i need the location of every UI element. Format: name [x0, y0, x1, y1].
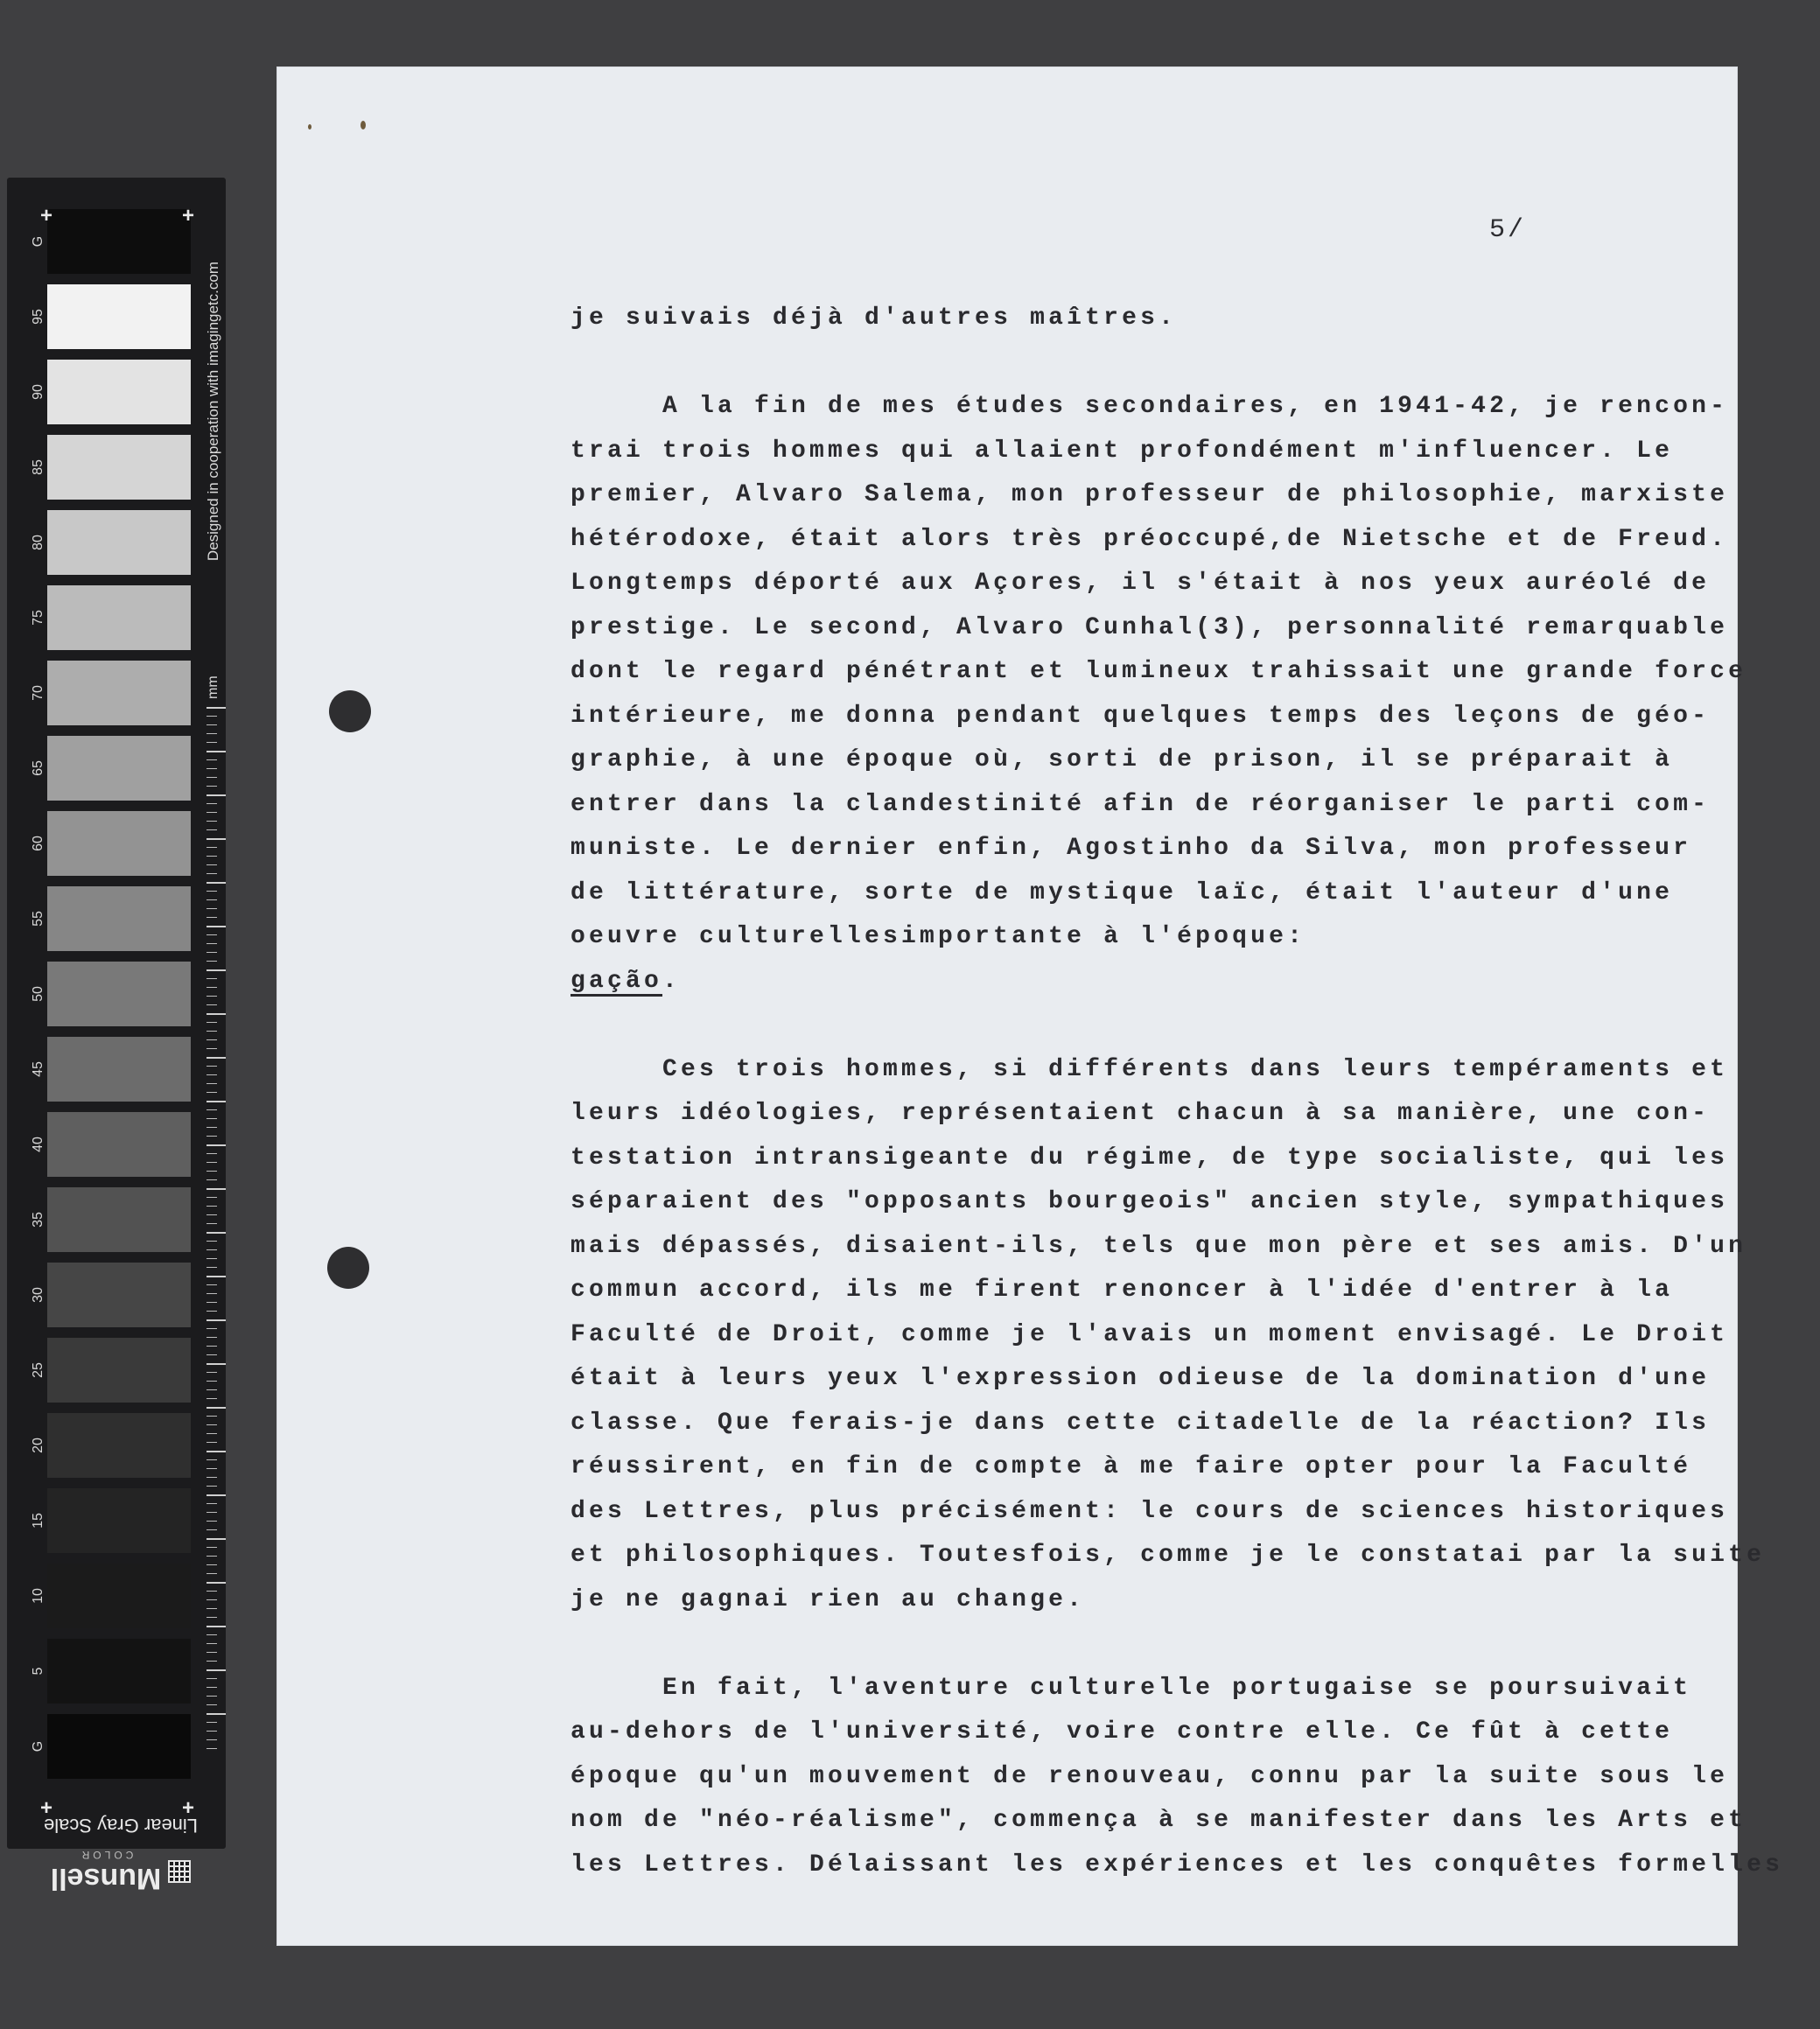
scale-number: 30 [31, 1287, 46, 1303]
text-line: classe. Que ferais-je dans cette citadelle de la réaction? Ils [570, 1409, 1711, 1437]
scale-number: 85 [31, 459, 46, 475]
scale-number: G [31, 1740, 46, 1753]
text-line: leurs idéologies, représentaient chacun à sa manière, une con- [570, 1100, 1711, 1127]
text-line: A la fin de mes études secondaires, en 1941-42, je rencon- [570, 393, 1729, 420]
scale-number: 80 [31, 535, 46, 550]
scale-number: 20 [31, 1438, 46, 1453]
munsell-brand [33, 1849, 208, 1895]
text-line: de littérature, sorte de mystique laïc, était l'auteur d'une [570, 878, 1674, 906]
gray-patch [47, 1263, 191, 1327]
gray-patch [47, 811, 191, 876]
gray-patch [47, 1187, 191, 1252]
text-line: et philosophiques. Toutesfois, comme je le constatai par la suite [570, 1542, 1766, 1569]
document-body [570, 297, 1784, 1887]
text-line: oeuvre culturellesimportante à l'époque: [570, 923, 1325, 950]
gray-patch [47, 1639, 191, 1704]
mm-ruler [206, 707, 226, 1757]
text-line: je suivais déjà d'autres maîtres. [570, 304, 1178, 332]
scale-number: 25 [31, 1362, 46, 1378]
plus-mark: + [182, 204, 195, 227]
scale-number: 70 [31, 685, 46, 701]
text-line: commun accord, ils me firent renoncer à l'idée d'entrer à la [570, 1277, 1674, 1304]
underlined-title-continued: gação [570, 967, 663, 995]
mm-label: mm [206, 675, 220, 699]
gray-patch [47, 1413, 191, 1478]
scale-number: 5 [31, 1667, 46, 1676]
scale-number: 50 [31, 986, 46, 1002]
text-line: trai trois hommes qui allaient profondément m'influencer. Le [570, 437, 1674, 465]
text-line: testation intransigeante du régime, de type socialiste, qui les [570, 1144, 1729, 1172]
scale-number: 45 [31, 1061, 46, 1077]
text-line: Longtemps déporté aux Açores, il s'était à nos yeux auréolé de [570, 570, 1711, 597]
scale-number: 10 [31, 1588, 46, 1604]
gray-patch [47, 209, 191, 274]
scale-number: 75 [31, 610, 46, 626]
text-line: prestige. Le second, Alvaro Cunhal(3), personnalité remarquable [570, 613, 1729, 641]
gray-scale-card: G 95 90 85 80 75 70 65 60 55 50 45 40 35 30 25 20 15 10 5 G + + + + Designed in cooperation with imagingetc.com mm Linear Gray Scale Munsell COLOR [7, 178, 226, 1849]
text-line: nom de "néo-réalisme", commença à se manifester dans les Arts et [570, 1807, 1747, 1834]
gray-patch [47, 1714, 191, 1779]
scale-number: 90 [31, 384, 46, 400]
gray-patch [47, 886, 191, 951]
scale-number: 95 [31, 309, 46, 325]
scale-number: 55 [31, 911, 46, 927]
text-line: entrer dans la clandestinité afin de réorganiser le parti com- [570, 790, 1711, 818]
text-line: au-dehors de l'université, voire contre elle. Ce fût à cette [570, 1718, 1674, 1746]
scale-number: G [31, 235, 46, 248]
scale-footer [33, 1814, 208, 1895]
plus-mark: + [40, 1796, 53, 1820]
gray-patch [47, 661, 191, 725]
blank-line [570, 1004, 1708, 1048]
scale-number: 60 [31, 836, 46, 851]
text-line: était à leurs yeux l'expression odieuse de la domination d'une [570, 1365, 1711, 1392]
text-line: je ne gagnai rien au change. [570, 1585, 1086, 1613]
gray-patch [47, 284, 191, 349]
text-line: premier, Alvaro Salema, mon professeur de philosophie, marxiste [570, 481, 1729, 508]
scale-title: Linear Gray Scale [43, 1815, 199, 1837]
gray-patch [47, 1488, 191, 1553]
gray-patch [47, 585, 191, 650]
gray-patch [47, 435, 191, 500]
text-line: des Lettres, plus précisément: le cours de sciences historiques [570, 1497, 1729, 1525]
page-number: 5/ [1489, 215, 1527, 245]
text-line: En fait, l'aventure culturelle portugaise se poursuivait [570, 1674, 1692, 1702]
paper-speck [360, 121, 366, 129]
text-line: séparaient des "opposants bourgeois" ancien style, sympathiques [570, 1188, 1729, 1215]
brand-sub: COLOR [78, 1849, 134, 1861]
gray-patch [47, 1037, 191, 1102]
gray-patch [47, 1338, 191, 1403]
text-line: dont le regard pénétrant et lumineux trahissait une grande force [570, 658, 1747, 685]
text-line: graphie, à une époque où, sorti de prison, il se préparait à [570, 746, 1674, 773]
text-line: hétérodoxe, était alors très préoccupé,de Nietsche et de Freud. [570, 525, 1729, 553]
paper-speck [308, 124, 312, 129]
text-line: muniste. Le dernier enfin, Agostinho da Silva, mon professeur [570, 835, 1692, 862]
brand-name: Munsell [50, 1862, 162, 1895]
gray-patch [47, 510, 191, 575]
text-line: époque qu'un mouvement de renouveau, connu par la suite sous le [570, 1762, 1729, 1790]
gray-patch [47, 1564, 191, 1628]
scale-number: 65 [31, 760, 46, 776]
munsell-logo-icon [168, 1861, 191, 1884]
scale-number: 15 [31, 1513, 46, 1529]
typed-page [276, 66, 1784, 1946]
text-line: intérieure, me donna pendant quelques temps des leçons de géo- [570, 702, 1711, 730]
blank-line [570, 1622, 1708, 1667]
text-line: Faculté de Droit, comme je l'avais un moment envisagé. Le Droit [570, 1320, 1729, 1348]
scale-number: 35 [31, 1212, 46, 1228]
plus-mark: + [182, 1796, 195, 1820]
blank-line [570, 960, 1708, 1004]
gray-patch [47, 1112, 191, 1177]
punch-hole [327, 1247, 369, 1289]
title-period: . [662, 967, 682, 995]
gray-patches [47, 209, 191, 1789]
gray-patch [47, 962, 191, 1026]
text-line: les Lettres. Délaissant les expériences et les conquêtes formelles [570, 1851, 1784, 1879]
text-line: mais dépassés, disaient-ils, tels que mon père et ses amis. D'un [570, 1232, 1747, 1260]
gray-patch [47, 360, 191, 424]
punch-hole [329, 690, 371, 732]
text-line: réussirent, en fin de compte à me faire opter pour la Faculté [570, 1453, 1692, 1480]
scale-number: 40 [31, 1137, 46, 1152]
gray-patch [47, 736, 191, 801]
blank-line [570, 341, 1708, 386]
plus-mark: + [40, 204, 53, 227]
text-line: Ces trois hommes, si différents dans leurs tempéraments et [570, 1055, 1729, 1083]
